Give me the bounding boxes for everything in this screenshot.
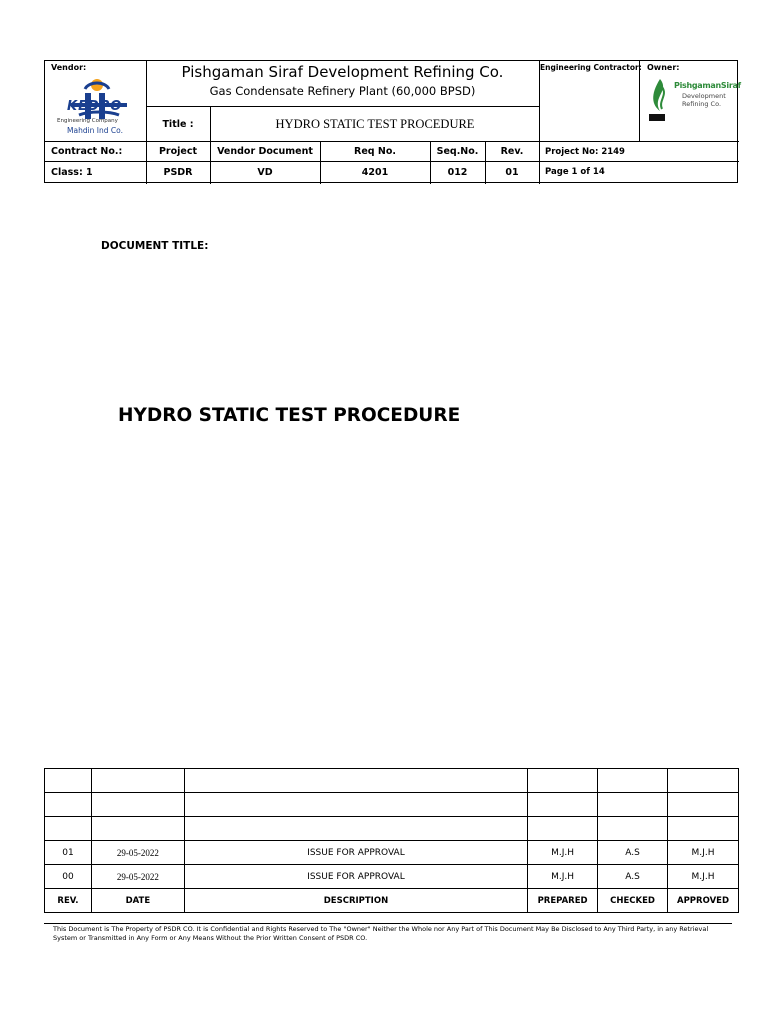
document-title-label: DOCUMENT TITLE: <box>101 240 209 252</box>
info-value-req-no: 4201 <box>361 166 389 178</box>
table-cell <box>184 817 527 841</box>
info-value-rev: 01 <box>505 166 519 178</box>
info-value-seq-no: 012 <box>447 166 468 178</box>
rev-number: 01 <box>45 841 92 865</box>
owner-logo-title: PishgamanSiraf <box>674 81 741 90</box>
table-row <box>45 817 739 841</box>
info-value-vendor-document: VD <box>257 166 273 178</box>
plant-name: Gas Condensate Refinery Plant (60,000 BPSD) <box>209 84 476 98</box>
table-row <box>45 841 739 865</box>
vendor-logo-subtext: Engineering Company <box>57 118 118 124</box>
vendor-label: Vendor: <box>51 63 87 72</box>
table-cell <box>668 793 739 817</box>
table-row <box>45 793 739 817</box>
table-cell <box>45 769 92 793</box>
info-value-project: PSDR <box>163 166 193 178</box>
table-header-row <box>45 889 739 913</box>
vendor-logo-text: KEDPO <box>67 99 123 114</box>
document-title: HYDRO STATIC TEST PROCEDURE <box>118 405 461 426</box>
table-row <box>45 769 739 793</box>
vendor-logo <box>55 75 143 137</box>
column-header-rev: REV. <box>45 889 92 913</box>
table-cell <box>528 793 598 817</box>
column-header-checked: CHECKED <box>598 889 668 913</box>
table-cell <box>45 793 92 817</box>
table-cell <box>528 769 598 793</box>
rev-checked: A.S <box>598 865 668 889</box>
header-title-value: HYDRO STATIC TEST PROCEDURE <box>275 116 475 131</box>
engineering-contractor-label: Engineering Contractor: <box>540 63 642 72</box>
title-label: Title : <box>162 118 194 130</box>
column-header-description: DESCRIPTION <box>184 889 527 913</box>
rev-prepared: M.J.H <box>528 841 598 865</box>
table-cell <box>184 793 527 817</box>
rev-number: 00 <box>45 865 92 889</box>
info-header-rev: Rev. <box>500 146 524 157</box>
rev-date: 29-05-2022 <box>91 865 184 889</box>
info-header-req-no: Req No. <box>354 146 396 157</box>
rev-checked: A.S <box>598 841 668 865</box>
vendor-logo-company: Mahdin Ind Co. <box>67 126 123 135</box>
confidentiality-note: This Document is The Property of PSDR CO. It is Confidential and Rights Reserved to The "Owner" Neither the Whole nor Any Part of This Document May Be Disclosed to Any Third Party, in any Retrieval System or Transmitted in Any Form or Any Means Without the Prior Written Consent of PSDR CO. <box>53 925 709 942</box>
table-cell <box>91 793 184 817</box>
rev-prepared: M.J.H <box>528 865 598 889</box>
table-cell <box>184 769 527 793</box>
document-header <box>44 60 741 183</box>
table-cell <box>528 817 598 841</box>
table-cell <box>45 817 92 841</box>
rev-date: 29-05-2022 <box>91 841 184 865</box>
table-row <box>45 865 739 889</box>
flame-logo-icon <box>648 77 672 123</box>
grid-line <box>639 61 640 142</box>
info-header-vendor-document: Vendor Document <box>217 146 313 157</box>
owner-logo-line2: Development <box>682 92 726 100</box>
revision-table <box>44 768 739 913</box>
rev-description: ISSUE FOR APPROVAL <box>184 865 527 889</box>
owner-logo <box>648 77 741 125</box>
info-header-project: Project <box>158 146 198 157</box>
table-cell <box>91 817 184 841</box>
column-header-prepared: PREPARED <box>528 889 598 913</box>
rev-description: ISSUE FOR APPROVAL <box>184 841 527 865</box>
owner-logo-line3: Refining Co. <box>682 100 722 108</box>
info-header-contract: Contract No.: <box>51 146 123 157</box>
rev-approved: M.J.H <box>668 865 739 889</box>
column-header-approved: APPROVED <box>668 889 739 913</box>
table-cell <box>668 817 739 841</box>
info-value-class: Class: 1 <box>51 166 93 178</box>
table-cell <box>598 769 668 793</box>
company-name: Pishgaman Siraf Development Refining Co. <box>181 63 504 81</box>
info-header-seq-no: Seq.No. <box>436 146 479 157</box>
grid-line <box>539 61 540 142</box>
table-cell <box>598 817 668 841</box>
column-header-date: DATE <box>91 889 184 913</box>
table-cell <box>668 769 739 793</box>
project-number: Project No: 2149 <box>545 146 625 157</box>
table-cell <box>598 793 668 817</box>
page-number: Page 1 of 14 <box>545 167 605 177</box>
rev-approved: M.J.H <box>668 841 739 865</box>
footer-divider <box>44 923 732 924</box>
owner-label: Owner: <box>647 63 680 72</box>
table-cell <box>91 769 184 793</box>
